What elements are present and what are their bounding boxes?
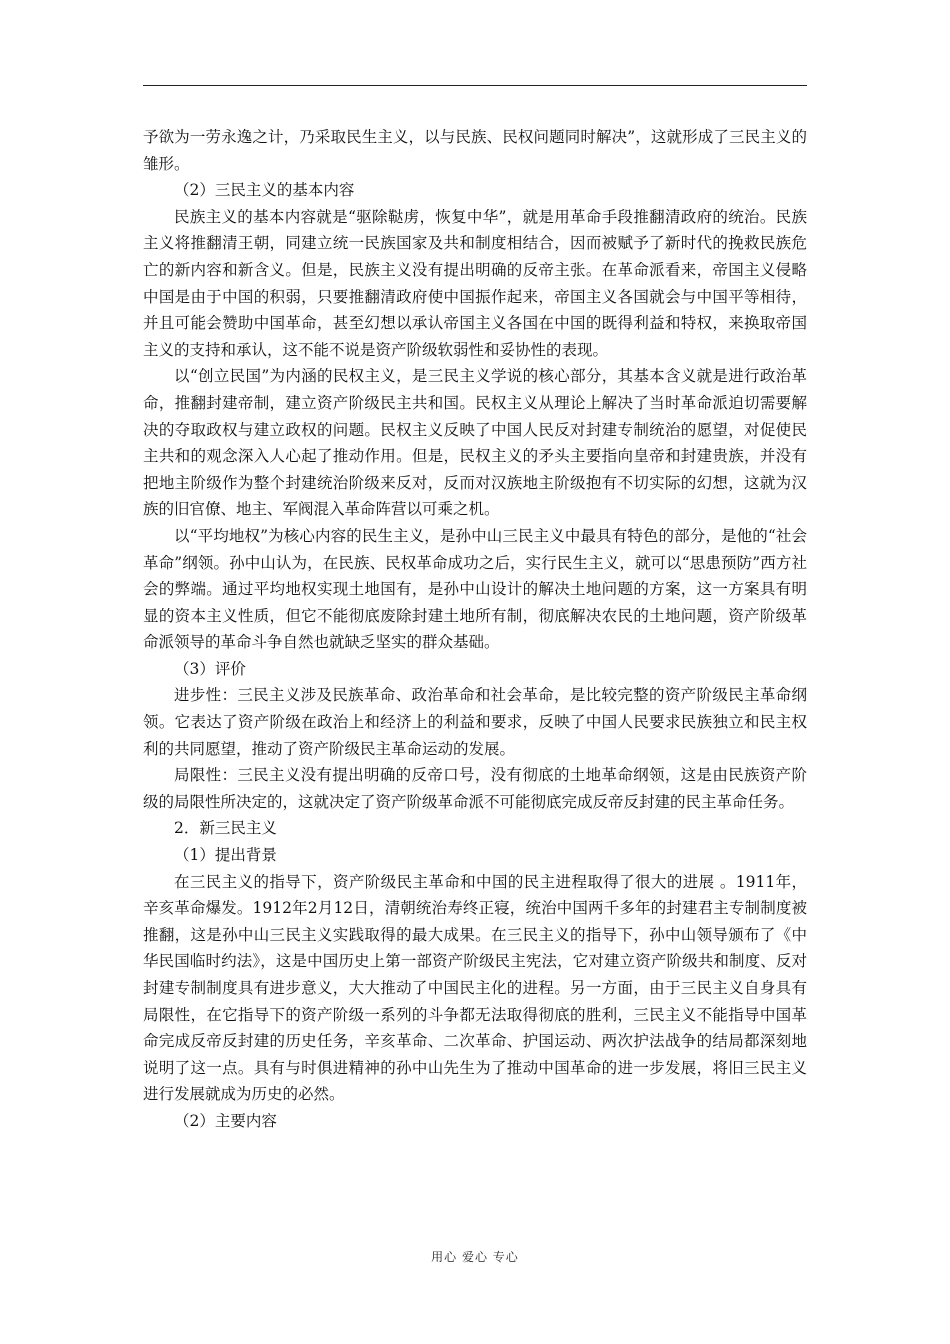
header-rule: [143, 85, 807, 86]
paragraph: 在三民主义的指导下，资产阶级民主革命和中国的民主进程取得了很大的进展 。1911年，辛亥革命爆发。1912年2月12日，清朝统治寿终正寝，统治中国两千多年的封建君主专制制度被推翻，这是孙中山三民主义实践取得的最大成果。在三民主义的指导下，孙中山领导颁布了《中华民国临时约法》，这是中国历史上第一部资产阶级民主宪法，它对建立资产阶级共和制度、反对封建专制制度具有进步意义，大大推动了中国民主化的进程。另一方面，由于三民主义自身具有局限性，在它指导下的资产阶级一系列的斗争都无法取得彻底的胜利，三民主义不能指导中国革命完成反帝反封建的历史任务，辛亥革命、二次革命、护国运动、两次护法战争的结局都深刻地说明了这一点。具有与时俱进精神的孙中山先生为了推动中国革命的进一步发展，将旧三民主义进行发展就成为历史的必然。: [143, 872, 807, 1104]
section-heading: 2．新三民主义: [174, 819, 277, 838]
paragraph: 进步性：三民主义涉及民族革命、政治革命和社会革命，是比较完整的资产阶级民主革命纲领。它表达了资产阶级在政治上和经济上的利益和要求，反映了中国人民要求民族独立和民主权利的共同愿望，推动了资产阶级民主革命运动的发展。: [143, 686, 807, 758]
section-heading: （2）三民主义的基本内容: [174, 181, 355, 200]
paragraph: 以“创立民国”为内涵的民权主义，是三民主义学说的核心部分，其基本含义就是进行政治革命，推翻封建帝制，建立资产阶级民主共和国。民权主义从理论上解决了当时革命派迫切需要解决的夺取政权与建立政权的问题。民权主义反映了中国人民反对封建专制统治的愿望，对促使民主共和的观念深入人心起了推动作用。但是，民权主义的矛头主要指向皇帝和封建贵族，并没有把地主阶级作为整个封建统治阶级来反对，反而对汉族地主阶级抱有不切实际的幻想，这就为汉族的旧官僚、地主、军阀混入革命阵营以可乘之机。: [143, 367, 807, 519]
section-heading: （2）主要内容: [174, 1111, 277, 1130]
page-footer: 用心 爱心 专心: [431, 1250, 519, 1264]
paragraph: 以“平均地权”为核心内容的民生主义，是孙中山三民主义中最具有特色的部分，是他的“社会革命”纲领。孙中山认为，在民族、民权革命成功之后，实行民生主义，就可以“思患预防”西方社会的弊端。通过平均地权实现土地国有，是孙中山设计的解决土地问题的方案，这一方案具有明显的资本主义性质，但它不能彻底废除封建土地所有制，彻底解决农民的土地问题，资产阶级革命派领导的革命斗争自然也就缺乏坚实的群众基础。: [143, 526, 807, 652]
section-heading: （3）评价: [174, 659, 246, 678]
paragraph: 局限性：三民主义没有提出明确的反帝口号，没有彻底的土地革命纲领，这是由民族资产阶级的局限性所决定的，这就决定了资产阶级革命派不可能彻底完成反帝反封建的民主革命任务。: [143, 766, 807, 811]
document-body: [143, 124, 807, 1135]
paragraph: 民族主义的基本内容就是“驱除鞑虏，恢复中华”，就是用革命手段推翻清政府的统治。民族主义将推翻清王朝，同建立统一民族国家及共和制度相结合，因而被赋予了新时代的挽救民族危亡的新内容和新含义。但是，民族主义没有提出明确的反帝主张。在革命派看来，帝国主义侵略中国是由于中国的积弱，只要推翻清政府使中国振作起来，帝国主义各国就会与中国平等相待，并且可能会赞助中国革命，甚至幻想以承认帝国主义各国在中国的既得利益和特权，来换取帝国主义的支持和承认，这不能不说是资产阶级软弱性和妥协性的表现。: [143, 207, 807, 359]
paragraph: 予欲为一劳永逸之计，乃采取民生主义，以与民族、民权问题同时解决”，这就形成了三民主义的雏形。: [143, 128, 807, 173]
section-heading: （1）提出背景: [174, 846, 277, 865]
